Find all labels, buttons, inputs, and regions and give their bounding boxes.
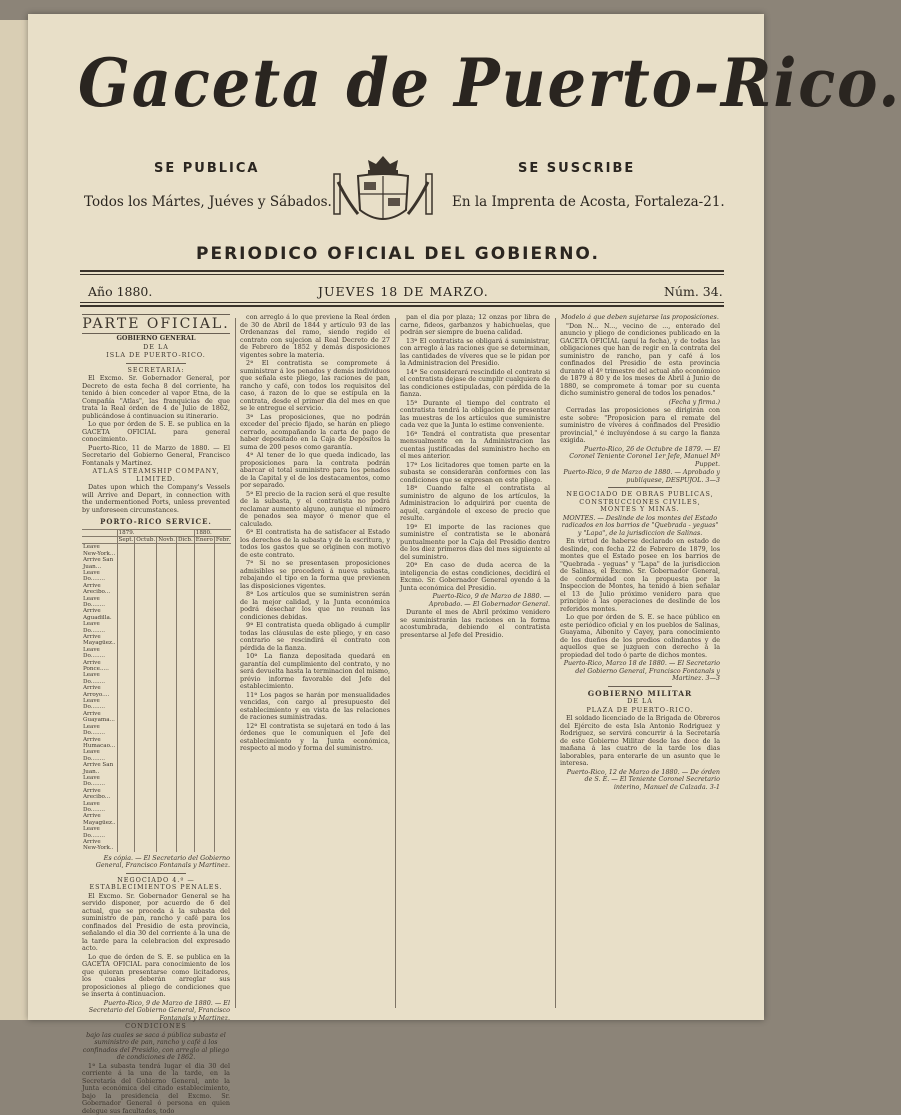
schedule-port-label: Arrive San Juan... xyxy=(83,557,114,570)
schedule-cell xyxy=(117,685,135,698)
schedule-cell xyxy=(214,672,231,685)
article-paragraph: 1ª La subasta tendrá lugar el dia 30 del corriente á la una de la tarde, en la Secretaría del Gobierno General, ante la Junta económica del citado establecimiento, bajo la presidencia del Excmo. Sr. Gobernador General ó persona en quien delegue sus facultades, todo xyxy=(82,1061,230,1115)
schedule-cell xyxy=(194,570,214,583)
schedule-port-label: Leave Do........ xyxy=(83,800,105,813)
schedule-row xyxy=(82,813,231,826)
schedule-row xyxy=(82,570,231,583)
schedule-cell xyxy=(214,660,231,673)
article-paragraph: pan el dia por plaza; 12 onzas por libra de carne, fideos, garbanzos y habichuelas, que podrán ser siempre de buena calidad. xyxy=(400,313,550,336)
subscribes-label: SE SUSCRIBE xyxy=(518,161,636,176)
schedule-cell xyxy=(117,826,135,839)
schedule-cell xyxy=(157,813,177,826)
schedule-cell xyxy=(157,839,177,852)
article-paragraph: 5ª El precio de la racion será el que resulte de la subasta, y el contratista no podrá reclamar aumento alguno, aunque el número de penados sea mayor ó menor que el calculado. xyxy=(240,489,390,528)
schedule-row xyxy=(82,826,231,839)
schedule-cell xyxy=(214,762,231,775)
schedule-cell xyxy=(194,660,214,673)
schedule-row xyxy=(82,724,231,737)
column-1 xyxy=(82,314,231,1115)
schedule-cell xyxy=(194,724,214,737)
article-paragraph: 12ª El contratista se sujetará en todo á las órdenes que le comuniquen el Jefe del establecimiento y la Junta económica, respecto al modo y forma del suministro. xyxy=(240,721,390,752)
schedule-row xyxy=(82,608,231,621)
schedule-cell xyxy=(117,621,135,634)
schedule-cell xyxy=(157,737,177,750)
column-4 xyxy=(560,314,720,1004)
schedule-cell xyxy=(135,672,157,685)
schedule-port-label: Arrive Mayagüez.. xyxy=(83,813,116,826)
issue-number: Núm. 34. xyxy=(664,284,723,299)
schedule-cell xyxy=(194,672,214,685)
schedule-cell xyxy=(177,775,195,788)
schedule-cell xyxy=(117,762,135,775)
section-divider xyxy=(126,873,185,874)
article-signature: Puerto-Rico, 9 de Marzo de 1880. — Aprobado. — El Gobernador General. xyxy=(428,592,550,608)
column-separator xyxy=(555,318,556,1008)
royal-coat-of-arms-icon xyxy=(328,152,438,232)
secretaria-heading: SECRETARIA: xyxy=(127,365,185,374)
schedule-cell xyxy=(157,672,177,685)
schedule-cell xyxy=(177,813,195,826)
schedule-year-row xyxy=(82,529,231,536)
schedule-cell xyxy=(135,621,157,634)
schedule-row xyxy=(82,685,231,698)
month-header: Febr. xyxy=(215,536,231,543)
schedule-port-label: Leave New-York... xyxy=(83,544,116,557)
schedule-cell xyxy=(135,724,157,737)
schedule-cell xyxy=(194,621,214,634)
schedule-cell xyxy=(117,775,135,788)
schedule-cell xyxy=(117,634,135,647)
schedule-cell xyxy=(194,608,214,621)
schedule-port-label: Leave Do........ xyxy=(83,826,105,839)
schedule-cell xyxy=(194,762,214,775)
header-rule-bottom xyxy=(80,305,724,307)
schedule-cell xyxy=(177,634,195,647)
column-separator xyxy=(235,318,236,1008)
conditions-subtitle: bajo las cuales se saca á pública subasta el suministro de pan, rancho y café á los confinados del Presidio, con arreglo al pliego de condiciones de 1862. xyxy=(82,1030,230,1062)
schedule-cell xyxy=(135,762,157,775)
schedule-port-label: Arrive San Juan.. xyxy=(83,762,114,775)
schedule-cell xyxy=(157,801,177,814)
model-heading: Modelo á que deben sujetarse las proposiciones. xyxy=(561,313,719,321)
schedule-row xyxy=(82,711,231,724)
schedule-cell xyxy=(214,634,231,647)
schedule-cell xyxy=(157,724,177,737)
header-rule-top-thin xyxy=(80,274,724,275)
month-header: Sept. xyxy=(118,536,134,543)
article-paragraph: Lo que por órden de S. E. se hace público en este periódico oficial y en los pueblos de Salinas, Guayama, Aibonito y Cayey, para conocimiento de los dueños de los predios colindantes y de aquellos que se juzguen con derecho á la propiedad del todo ó parte de dichos montes. xyxy=(560,613,720,659)
month-header: Enero xyxy=(195,536,213,543)
schedule-cell xyxy=(194,596,214,609)
issue-date: JUEVES 18 DE MARZO. xyxy=(318,284,489,299)
schedule-row xyxy=(82,788,231,801)
schedule-cell xyxy=(177,544,195,557)
schedule-cell xyxy=(117,801,135,814)
schedule-cell xyxy=(214,698,231,711)
schedule-cell xyxy=(117,788,135,801)
schedule-body xyxy=(82,544,231,852)
date-signature-note: (Fecha y firma.) xyxy=(668,397,720,406)
official-section-title: PARTE OFICIAL. xyxy=(82,316,230,332)
government-heading: GOBIERNO GENERAL xyxy=(116,334,196,342)
schedule-cell xyxy=(214,839,231,852)
article-signature: Puerto-Rico, 9 de Marzo de 1880. — Aprobado y publíquese, DESPUJOL. 3—3 xyxy=(563,468,720,484)
schedule-year-1879: 1879. xyxy=(117,529,194,536)
newspaper-page xyxy=(28,14,901,1115)
schedule-cell xyxy=(157,621,177,634)
schedule-row xyxy=(82,596,231,609)
schedule-cell xyxy=(117,698,135,711)
schedule-cell xyxy=(135,711,157,724)
article-paragraph: Durante el mes de Abril próximo venidero se suministrarán las raciones en la forma acostumbrada, debiendo el contratista presentarse al Jefe del Presidio. xyxy=(400,608,550,639)
article-paragraph: 13ª El contratista se obligará á suministrar, con arreglo á las raciones que se determinan, las cantidades de víveres que se le pidan por la Administracion del Presidio. xyxy=(400,336,550,367)
schedule-cell xyxy=(135,749,157,762)
schedule-row xyxy=(82,749,231,762)
schedule-cell xyxy=(177,698,195,711)
schedule-cell xyxy=(117,544,135,557)
article-paragraph: El Excmo. Sr. Gobernador General se ha servido disponer, por acuerdo de 6 del actual, que se proceda á la subasta del suministro de pan, rancho y café para los confinados del Presidio de esta provincia, señalando el dia 30 del corriente á la una de la tarde para la celebracion del expresado acto. xyxy=(82,891,230,953)
month-header: Dicb. xyxy=(178,536,193,543)
schedule-cell xyxy=(214,801,231,814)
schedule-cell xyxy=(214,749,231,762)
atlas-company-heading: ATLAS STEAMSHIP COMPANY, LIMITED. xyxy=(92,467,220,483)
schedule-row xyxy=(82,762,231,775)
article-paragraph: 9ª El contratista queda obligado á cumplir todas las cláusulas de este pliego, y en caso contrario se rescindirá el contrato con pérdida de la fianza. xyxy=(240,621,390,652)
publishes-label: SE PUBLICA xyxy=(154,161,260,176)
schedule-cell xyxy=(117,672,135,685)
month-header: Novb. xyxy=(158,536,176,543)
schedule-row xyxy=(82,660,231,673)
schedule-row xyxy=(82,544,231,557)
schedule-cell xyxy=(177,557,195,570)
article-signature: Es cópia. — El Secretario del Gobierno General, Francisco Fontanals y Martinez. xyxy=(95,853,230,870)
schedule-cell xyxy=(194,775,214,788)
article-paragraph: 8ª Los artículos que se suministren serán de la mejor calidad, y la Junta económica podrá desechar los que no reunan las condiciones debidas. xyxy=(240,590,390,621)
schedule-cell xyxy=(135,698,157,711)
schedule-port-label: Arrive Arecibo... xyxy=(83,582,111,596)
schedule-cell xyxy=(177,801,195,814)
schedule-cell xyxy=(214,724,231,737)
month-header: Octub. xyxy=(136,536,156,543)
article-paragraph: 7ª Si no se presentasen proposiciones admisibles se procederá á nueva subasta, rebajando el tipo en la forma que previenen las disposiciones vigentes. xyxy=(240,559,390,590)
article-paragraph: Cerradas las proposiciones se dirigirán con este sobre: "Proposicion para el remate del suministro de víveres á confinados del Presidio provincial," é incluyéndose á su cargo la fianza exigida. xyxy=(560,406,720,444)
schedule-cell xyxy=(117,839,135,852)
schedule-cell xyxy=(177,737,195,750)
schedule-cell xyxy=(194,813,214,826)
schedule-cell xyxy=(194,737,214,750)
schedule-port-label: Leave Do........ xyxy=(83,774,105,788)
schedule-cell xyxy=(214,813,231,826)
article-paragraph: Dates upon which the Company's Vessels will Arrive and Depart, in connection with the undermentioned Ports, unless prevented by unforeseen circumstances. xyxy=(82,483,230,514)
schedule-port-label: Leave Do........ xyxy=(83,749,105,762)
header-rule-top xyxy=(80,270,724,272)
schedule-cell xyxy=(194,634,214,647)
printing-house: En la Imprenta de Acosta, Fortaleza-21. xyxy=(452,194,725,210)
schedule-cell xyxy=(177,660,195,673)
conditions-heading: CONDICIONES xyxy=(125,1022,187,1031)
schedule-cell xyxy=(117,813,135,826)
article-paragraph: 2ª El contratista se compromete á suministrar á los penados y demás individuos que señala este pliego, las raciones de pan, rancho y café, con todos los requisitos del caso, á razon de lo que se estipula en la contrata, desde el primer dia del mes en que se le entregue el servicio. xyxy=(240,359,390,412)
schedule-cell xyxy=(157,544,177,557)
schedule-cell xyxy=(135,737,157,750)
article-paragraph: 16ª Tendrá el contratista que presentar mensualmente en la Administracion las cuentas justificadas del suministro hecho en el mes anterior. xyxy=(400,429,550,460)
schedule-cell xyxy=(135,596,157,609)
schedule-cell xyxy=(177,839,195,852)
schedule-port-label: Arrive Aguadilla. xyxy=(83,608,112,621)
schedule-cell xyxy=(135,788,157,801)
schedule-cell xyxy=(157,788,177,801)
schedule-cell xyxy=(157,711,177,724)
schedule-port-label: Arrive Ponce..... xyxy=(83,659,109,673)
schedule-port-label: Arrive Mayagüez.. xyxy=(83,634,116,647)
column-3 xyxy=(400,314,550,1004)
schedule-row xyxy=(82,647,231,660)
schedule-cell xyxy=(157,749,177,762)
schedule-cell xyxy=(214,826,231,839)
schedule-port-label: Arrive Arroyo.... xyxy=(83,685,110,698)
schedule-cell xyxy=(194,544,214,557)
article-paragraph: En virtud de haberse declarado en estado de deslinde, con fecha 22 de Febrero de 1879, los montes que el Estado posee en los barrios de "Quebrada - yeguas" y "Lapa" de la jurisdiccion de Salinas, el Excmo. Sr. Gobernador General, de conformidad con la propuesta por la Inspeccion de Montes, ha tenido á bien señalar el 13 de Julio próximo venidero para que principie á las operaciones de deslinde de los referidos montes. xyxy=(560,537,720,613)
schedule-cell xyxy=(157,660,177,673)
schedule-cell xyxy=(177,621,195,634)
schedule-row xyxy=(82,775,231,788)
schedule-cell xyxy=(214,596,231,609)
schedule-cell xyxy=(177,788,195,801)
article-paragraph: "Don N... N..., vecino de ..., enterado del anuncio y pliego de condiciones publicado en la GACETA OFICIAL (aquí la fecha), y de todas las obligaciones que han de regir en la contrata del suministro de rancho, pan y café á los confinados del Presidio de esta provincia durante el 4º trimestre del actual año económico de 1879 á 80 y de los meses de Abril á Junio de 1880, se compromete á tomar por su cuenta dicho suministro general de todos los penados." xyxy=(560,321,720,397)
article-paragraph: Puerto-Rico, 11 de Marzo de 1880. — El Secretario del Gobierno General, Francisco Fontanals y Martinez. xyxy=(82,443,230,467)
schedule-cell xyxy=(117,724,135,737)
schedule-cell xyxy=(177,826,195,839)
schedule-cell xyxy=(135,813,157,826)
schedule-cell xyxy=(214,647,231,660)
schedule-cell xyxy=(177,762,195,775)
schedule-cell xyxy=(135,608,157,621)
schedule-row xyxy=(82,698,231,711)
schedule-cell xyxy=(135,570,157,583)
schedule-port-label: Arrive Humacao... xyxy=(83,736,116,749)
schedule-cell xyxy=(117,596,135,609)
article-signature: Puerto-Rico, 12 de Marzo de 1880. — De órden de S. E. — El Teniente Coronel Secretario interino, Manuel de Calzada. 3-1 xyxy=(566,767,720,791)
schedule-port-label: Arrive New-York.. xyxy=(83,839,114,852)
schedule-cell xyxy=(177,647,195,660)
schedule-port-label: Leave Do........ xyxy=(83,569,105,583)
article-paragraph: con arreglo á lo que previene la Real órden de 30 de Abril de 1844 y artículo 93 de las Ordenanzas del ramo, siendo regido el contrato con sujecion al Real Decreto de 27 de Febrero de 1852 y demás disposiciones vigentes sobre la materia. xyxy=(240,313,390,359)
publication-days: Todos los Mártes, Juéves y Sábados. xyxy=(84,194,332,210)
negociado-heading: NEGOCIADO 4.º — ESTABLECIMIENTOS PENALES. xyxy=(89,875,223,892)
schedule-cell xyxy=(214,685,231,698)
article-paragraph: 3ª Las proposiciones, que no podrán exceder del precio fijado, se harán en pliego cerrado, acompañando la carta de pago de haber depositado en la Caja de Depósitos la suma de 200 pesos como garantía. xyxy=(240,412,390,451)
schedule-port-label: Leave Do........ xyxy=(83,595,105,608)
schedule-cell xyxy=(157,596,177,609)
schedule-cell xyxy=(117,557,135,570)
military-government-de-la: DE LA xyxy=(627,697,653,705)
schedule-cell xyxy=(135,775,157,788)
article-signature: Puerto-Rico, Marzo 18 de 1880. — El Secretario del Gobierno General, Francisco Fontanals y Martinez. 3—3 xyxy=(563,659,720,682)
schedule-cell xyxy=(194,749,214,762)
schedule-cell xyxy=(157,557,177,570)
schedule-cell xyxy=(135,660,157,673)
schedule-cell xyxy=(157,698,177,711)
article-paragraph: El Excmo. Sr. Gobernador General, por Decreto de esta fecha 8 del corriente, ha tenido á bien conceder al vapor Etna, de la Compañía "Atlas", las franquicias de que trata la Real órden de 4 de Julio de 1862, publicándose á continuacion su itinerario. xyxy=(82,374,230,420)
schedule-cell xyxy=(135,634,157,647)
schedule-cell xyxy=(177,596,195,609)
schedule-port-label: Arrive Guayama... xyxy=(83,710,115,724)
newspaper-subtitle: PERIODICO OFICIAL DEL GOBIERNO. xyxy=(196,244,600,264)
schedule-cell xyxy=(194,801,214,814)
schedule-port-label: Leave Do........ xyxy=(83,723,105,737)
plaza-heading: PLAZA DE PUERTO-RICO. xyxy=(586,705,694,714)
steamship-schedule-table xyxy=(82,529,231,852)
schedule-port-label: Leave Do........ xyxy=(83,621,105,634)
article-paragraph: Lo que de órden de S. E. se publica en la GACETA OFICIAL para conocimiento de los que quieran presentarse como licitadores, los cuales deberán arreglar sus proposiciones al pliego de condiciones que se inserta á continuacion. xyxy=(82,952,230,999)
schedule-cell xyxy=(194,647,214,660)
schedule-cell xyxy=(117,583,135,596)
schedule-cell xyxy=(117,660,135,673)
schedule-cell xyxy=(214,788,231,801)
schedule-cell xyxy=(177,672,195,685)
schedule-row xyxy=(82,672,231,685)
schedule-cell xyxy=(157,570,177,583)
section-divider xyxy=(126,363,185,364)
schedule-cell xyxy=(177,608,195,621)
schedule-cell xyxy=(214,711,231,724)
schedule-cell xyxy=(157,608,177,621)
schedule-cell xyxy=(177,685,195,698)
schedule-cell xyxy=(214,583,231,596)
section-divider xyxy=(608,487,672,488)
public-works-heading: NEGOCIADO DE OBRAS PUBLICAS, CONSTRUCCIONES CIVILES, MONTES Y MINAS. xyxy=(566,490,714,513)
article-paragraph: 4ª Al tener de lo que queda indicado, las proposiciones para la contrata podrán abarcar el total suministro para los penados de la Capital y el de los destacamentos, como por separado. xyxy=(240,451,390,489)
schedule-cell xyxy=(117,647,135,660)
schedule-cell xyxy=(157,685,177,698)
article-paragraph: 14ª Se considerará rescindido el contrato si el contratista dejase de cumplir cualquiera de las condiciones estipuladas, con pérdida de la fianza. xyxy=(400,367,550,398)
article-paragraph: 19ª El importe de las raciones que suministre el contratista se le abonará puntualmente por la Caja del Presidio dentro de los diez primeros dias del mes siguiente al del suministro. xyxy=(400,522,550,561)
article-paragraph: 20ª En caso de duda acerca de la inteligencia de estas condiciones, decidirá el Excmo. Sr. Gobernador General oyendo á la Junta económica del Presidio. xyxy=(400,561,550,592)
schedule-cell xyxy=(194,685,214,698)
schedule-cell xyxy=(194,839,214,852)
schedule-cell xyxy=(135,544,157,557)
schedule-cell xyxy=(194,788,214,801)
schedule-row xyxy=(82,583,231,596)
schedule-cell xyxy=(177,749,195,762)
military-government-heading: GOBIERNO MILITAR xyxy=(587,688,693,698)
schedule-cell xyxy=(214,608,231,621)
schedule-port-label: Leave Do........ xyxy=(83,698,105,711)
schedule-cell xyxy=(157,762,177,775)
section-divider xyxy=(608,686,672,687)
schedule-year-1880: 1880. xyxy=(194,529,231,536)
article-paragraph: 18ª Cuando falte el contratista al suministro de alguno de los artículos, la Administracion lo adquirirá por cuenta de aquél, cargándole el exceso de precio que resulte. xyxy=(400,484,550,522)
article-paragraph: El soldado licenciado de la Brigada de Obreros del Ejército de esta Isla Antonio Rodriguez y Rodriguez, se servirá concurrir á la Secretaría de este Gobierno Militar desde las doce de la mañana á las cuatro de la tarde los dias laborables, para enterarle de un asunto que le interesa. xyxy=(560,714,720,767)
schedule-port-label: Arrive Arecibo... xyxy=(83,787,111,801)
column-2 xyxy=(240,314,390,1004)
masthead-title: Gaceta de Puerto-Rico. xyxy=(78,44,901,122)
schedule-cell xyxy=(117,570,135,583)
schedule-cell xyxy=(157,775,177,788)
schedule-cell xyxy=(135,685,157,698)
montes-heading: MONTES. — Deslinde de los montes del Estado radicados en los barrios de "Quebrada - yeguas" y "Lapa", de la jurisdiccion de Salinas. xyxy=(561,513,719,537)
column-separator xyxy=(395,318,396,1008)
schedule-row xyxy=(82,737,231,750)
schedule-cell xyxy=(214,570,231,583)
article-paragraph: 11ª Los pagos se harán por mensualidades vencidas, con cargo al presupuesto del establecimiento y en vista de las relaciones de raciones suministradas. xyxy=(240,690,390,721)
schedule-cell xyxy=(214,557,231,570)
schedule-cell xyxy=(157,826,177,839)
island-heading: ISLA DE PUERTO-RICO. xyxy=(106,351,206,359)
schedule-cell xyxy=(194,711,214,724)
schedule-row xyxy=(82,839,231,852)
schedule-port-label: Leave Do........ xyxy=(83,672,105,685)
schedule-cell xyxy=(214,737,231,750)
schedule-cell xyxy=(177,570,195,583)
schedule-cell xyxy=(194,583,214,596)
schedule-row xyxy=(82,634,231,647)
schedule-cell xyxy=(214,544,231,557)
schedule-cell xyxy=(177,711,195,724)
schedule-cell xyxy=(117,749,135,762)
header-rule-bottom-thin xyxy=(80,302,724,303)
schedule-row xyxy=(82,621,231,634)
schedule-cell xyxy=(135,839,157,852)
article-paragraph: 10ª La fianza depositada quedará en garantía del cumplimiento del contrato, y no será devuelta hasta la terminacion del mismo, prévio informe favorable del Jefe del establecimiento. xyxy=(240,652,390,690)
article-signature: Puerto-Rico, 9 de Marzo de 1880. — El Secretario del Gobierno General, Francisco Fontanals y Martinez. xyxy=(88,998,230,1022)
schedule-cell xyxy=(194,557,214,570)
article-signature: Puerto-Rico, 26 de Octubre de 1879. — El Coronel Teniente Coronel 1er Jefe, Manuel Mª Puppet. xyxy=(569,444,720,468)
article-paragraph: Lo que por órden de S. E. se publica en la GACETA OFICIAL para general conocimiento. xyxy=(82,420,230,443)
article-paragraph: 17ª Los licitadores que tomen parte en la subasta se considerarán conformes con las condiciones que se expresan en este pliego. xyxy=(400,460,550,484)
schedule-port-label: Leave Do........ xyxy=(83,646,105,660)
schedule-cell xyxy=(117,737,135,750)
schedule-cell xyxy=(117,608,135,621)
government-heading-de-la: DE LA xyxy=(143,342,169,351)
schedule-cell xyxy=(135,801,157,814)
article-paragraph: 6ª El contratista ha de satisfacer al Estado los derechos de la subasta y de la escritura, y todos los gastos que se originen con motivo de este contrato. xyxy=(240,528,390,559)
schedule-cell xyxy=(177,583,195,596)
schedule-cell xyxy=(135,647,157,660)
schedule-cell xyxy=(135,583,157,596)
schedule-cell xyxy=(157,583,177,596)
schedule-cell xyxy=(214,621,231,634)
schedule-cell xyxy=(177,724,195,737)
schedule-cell xyxy=(157,647,177,660)
schedule-cell xyxy=(157,634,177,647)
schedule-month-row xyxy=(82,536,231,543)
schedule-cell xyxy=(117,711,135,724)
schedule-cell xyxy=(214,775,231,788)
schedule-cell xyxy=(194,698,214,711)
issue-year: Año 1880. xyxy=(88,284,153,299)
schedule-row xyxy=(82,557,231,570)
schedule-cell xyxy=(194,826,214,839)
schedule-title: PORTO-RICO SERVICE. xyxy=(100,517,212,526)
schedule-cell xyxy=(135,557,157,570)
schedule-cell xyxy=(135,826,157,839)
article-paragraph: 15ª Durante el tiempo del contrato el contratista tendrá la obligacion de presentar las muestras de los artículos que suministre cada vez que la Junta lo estime conveniente. xyxy=(400,398,550,429)
schedule-row xyxy=(82,801,231,814)
